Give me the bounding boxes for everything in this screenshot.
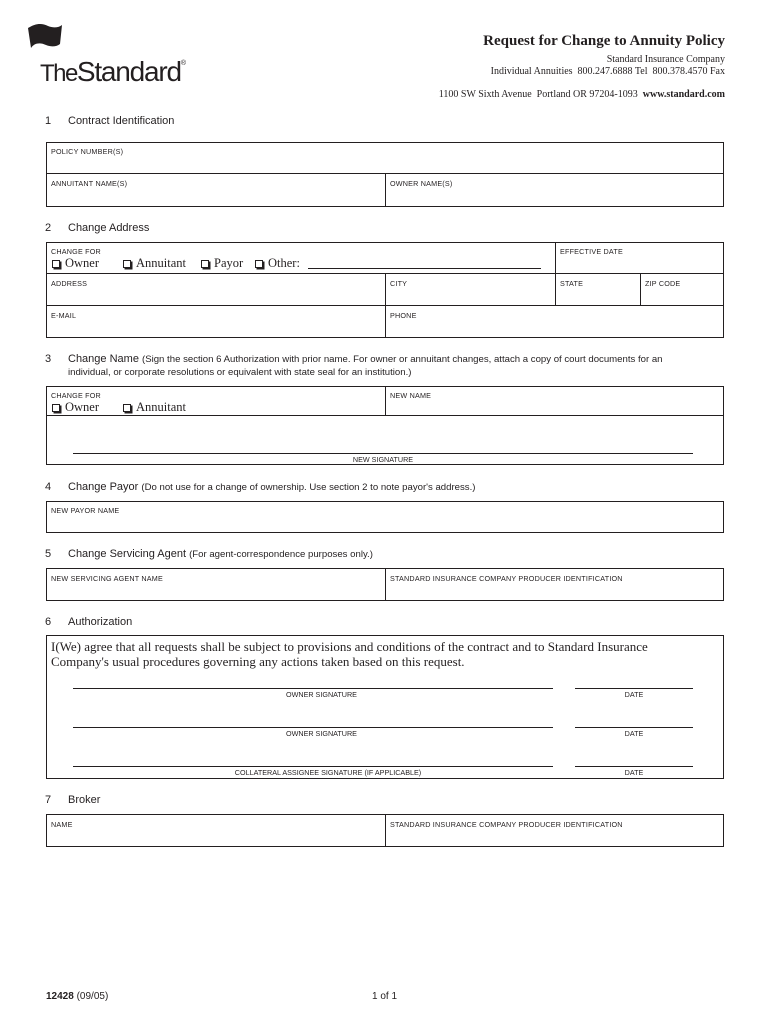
option-owner-name[interactable]	[52, 400, 99, 415]
owner-signature-1-label: OWNER SIGNATURE	[286, 690, 357, 699]
new-payor-name-label: NEW PAYOR NAME	[51, 506, 120, 515]
payor-option-label: Payor	[214, 256, 244, 270]
owner-signature-1-line[interactable]	[73, 688, 553, 689]
state-field[interactable]	[556, 288, 639, 304]
section-5-note: (For agent-correspondence purposes only.)	[189, 549, 373, 560]
broker-producer-id-field[interactable]	[386, 829, 723, 846]
new-servicing-agent-field[interactable]	[47, 583, 384, 600]
annuitant-name-checkbox[interactable]	[123, 404, 131, 412]
option-annuitant-address[interactable]	[123, 256, 186, 271]
section-3-number: 3	[45, 353, 52, 365]
date-2-line[interactable]	[575, 727, 693, 728]
option-annuitant-name[interactable]	[123, 400, 186, 415]
option-payor-address[interactable]	[201, 256, 243, 271]
section-5-number: 5	[45, 548, 52, 560]
section-1-number: 1	[45, 115, 52, 127]
section-6-title: Authorization	[68, 616, 133, 628]
new-signature-label: NEW SIGNATURE	[352, 455, 414, 464]
change-for-label: CHANGE FOR	[51, 247, 101, 256]
section-2-title: Change Address	[68, 222, 150, 234]
annuitant-name-option-label: Annuitant	[136, 400, 186, 414]
phone-field[interactable]	[386, 320, 723, 337]
zip-code-field[interactable]	[641, 288, 723, 304]
section-3-note-line2: individual, or corporate resolutions or equivalent with state seal for an institution.)	[68, 367, 412, 378]
annuitant-names-label: ANNUITANT NAME(S)	[51, 179, 128, 188]
annuitant-option-label: Annuitant	[136, 256, 186, 270]
address-field[interactable]	[47, 288, 384, 304]
section-1-title: Contract Identification	[68, 115, 175, 127]
payor-checkbox[interactable]	[201, 260, 209, 268]
website-link[interactable]: www.standard.com	[642, 89, 725, 100]
flag-logo-icon	[26, 22, 64, 50]
section-6-number: 6	[45, 616, 52, 628]
contact-line: Individual Annuities 800.247.6888 Tel 800.378.4570 Fax	[490, 66, 725, 77]
section-7-number: 7	[45, 794, 52, 806]
authorization-statement	[51, 639, 721, 669]
address-label: ADDRESS	[51, 279, 88, 288]
agent-producer-id-label: STANDARD INSURANCE COMPANY PRODUCER IDENTIFICATION	[390, 574, 623, 583]
brand-main: Standard	[76, 56, 181, 87]
owner-names-label: OWNER NAME(S)	[390, 179, 453, 188]
form-title: Request for Change to Annuity Policy	[483, 33, 725, 49]
section-4-number: 4	[45, 481, 52, 493]
brand-logo	[40, 58, 186, 86]
date-1-label: DATE	[624, 690, 644, 699]
address-line	[434, 78, 725, 100]
date-3-line[interactable]	[575, 766, 693, 767]
city-field[interactable]	[386, 288, 554, 304]
new-signature-line[interactable]	[73, 453, 693, 454]
other-checkbox[interactable]	[255, 260, 263, 268]
section-2-number: 2	[45, 222, 52, 234]
effective-date-label: EFFECTIVE DATE	[560, 247, 623, 256]
section-3-heading	[68, 353, 728, 379]
policy-numbers-label: POLICY NUMBER(S)	[51, 147, 124, 156]
city-label: CITY	[390, 279, 408, 288]
email-field[interactable]	[47, 320, 384, 337]
date-1-line[interactable]	[575, 688, 693, 689]
brand-reg: ®	[180, 60, 187, 67]
date-3-label: DATE	[624, 768, 644, 777]
section-7-title: Broker	[68, 794, 101, 806]
assignee-signature-line[interactable]	[73, 766, 553, 767]
phone-label: PHONE	[390, 311, 417, 320]
policy-numbers-field[interactable]	[46, 142, 724, 174]
section-3-note-line1: (Sign the section 6 Authorization with prior name. For owner or annuitant changes, attach a copy of court documents for an	[142, 354, 663, 365]
assignee-signature-label: COLLATERAL ASSIGNEE SIGNATURE (IF APPLICABLE)	[234, 768, 422, 777]
street-address: 1100 SW Sixth Avenue Portland OR 97204-1093	[438, 89, 638, 100]
email-label: E-MAIL	[51, 311, 77, 320]
date-2-label: DATE	[624, 729, 644, 738]
form-number	[46, 991, 108, 1002]
new-servicing-agent-label: NEW SERVICING AGENT NAME	[51, 574, 163, 583]
other-option-label: Other:	[268, 256, 300, 270]
new-name-field[interactable]	[386, 399, 723, 414]
name-change-for-label: CHANGE FOR	[51, 391, 101, 400]
section-5-heading	[68, 548, 373, 560]
form-date: (09/05)	[76, 991, 109, 1002]
owner-signature-2-label: OWNER SIGNATURE	[286, 729, 357, 738]
annuitant-checkbox[interactable]	[123, 260, 131, 268]
broker-producer-id-label: STANDARD INSURANCE COMPANY PRODUCER IDENTIFICATION	[390, 820, 623, 829]
new-name-label: NEW NAME	[390, 391, 432, 400]
effective-date-field[interactable]	[556, 256, 723, 272]
owner-name-option-label: Owner	[65, 400, 100, 414]
broker-name-field[interactable]	[47, 829, 384, 846]
section-5-title: Change Servicing Agent	[68, 548, 187, 560]
new-payor-name-field[interactable]	[46, 501, 724, 533]
other-specify-line[interactable]	[308, 268, 541, 269]
section-4-note: (Do not use for a change of ownership. Use section 2 to note payor's address.)	[141, 482, 476, 493]
section-4-heading	[68, 481, 475, 493]
page-number: 1 of 1	[372, 991, 398, 1002]
section-3-title: Change Name	[68, 353, 139, 365]
owner-signature-2-line[interactable]	[73, 727, 553, 728]
option-other-address[interactable]	[255, 256, 300, 271]
broker-name-label: NAME	[51, 820, 73, 829]
section-4-title: Change Payor	[68, 481, 139, 493]
owner-checkbox[interactable]	[52, 260, 60, 268]
owner-name-checkbox[interactable]	[52, 404, 60, 412]
company-name: Standard Insurance Company	[606, 54, 725, 65]
zip-code-label: ZIP CODE	[645, 279, 681, 288]
agent-producer-id-field[interactable]	[386, 583, 723, 600]
form-number-code: 12428	[46, 991, 74, 1002]
brand-pre: The	[40, 60, 77, 87]
state-label: STATE	[560, 279, 584, 288]
owner-option-label: Owner	[65, 256, 100, 270]
option-owner-address[interactable]	[52, 256, 99, 271]
authorization-line2: Company's usual procedures governing any actions taken based on this request.	[51, 654, 465, 669]
authorization-line1: I(We) agree that all requests shall be subject to provisions and conditions of the contract and to Standard Insurance	[51, 639, 648, 654]
